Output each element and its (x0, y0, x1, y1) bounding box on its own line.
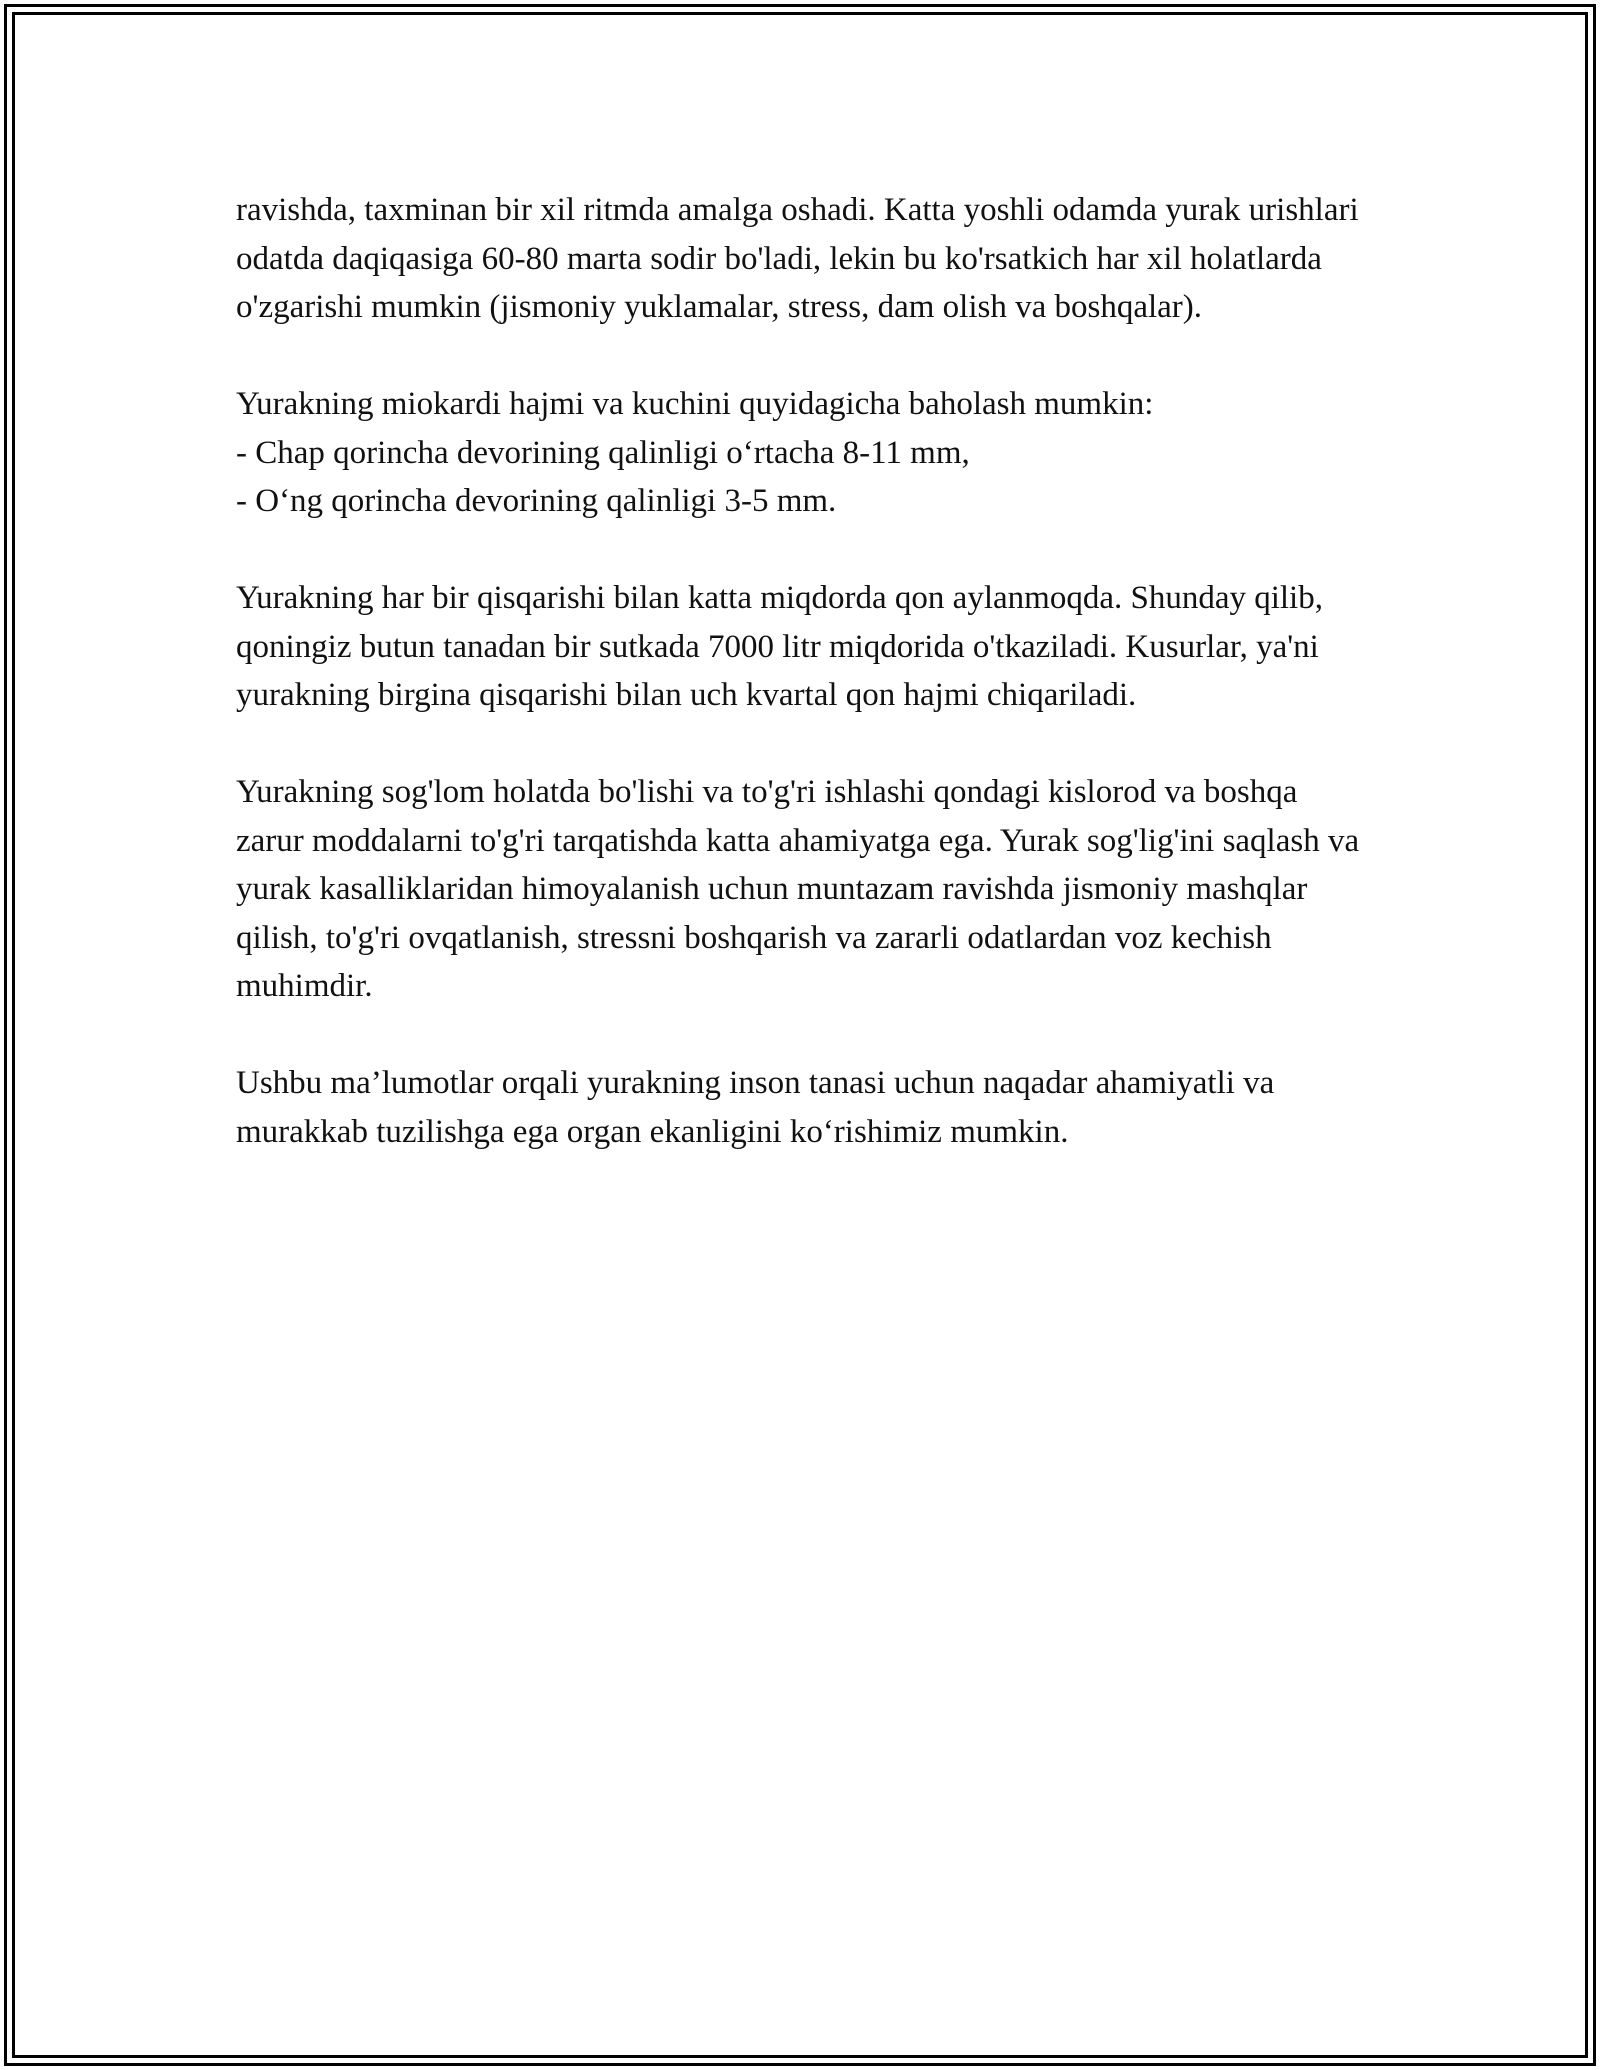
paragraph-heart-health: Yurakning sog'lom holatda bo'lishi va to'g'ri ishlashi qondagi kislorod va boshqa zarur moddalarni to'g'ri tarqatishda katta ahamiyatga ega. Yurak sog'lig'ini saqlash va yurak kasalliklaridan himoyalanish uchun muntazam ravishda jismoniy mashqlar qilish, to'g'ri ovqatlanish, stressni boshqarish va zararli odatlardan voz kechish muhimdir. (236, 774, 1360, 1004)
document-body (236, 186, 1366, 1205)
paragraph-blood-volume: Yurakning har bir qisqarishi bilan katta miqdorda qon aylanmoqda. Shunday qilib, qoningiz butun tanadan bir sutkada 7000 litr miqdorida o'tkaziladi. Kusurlar, ya'ni yurakning birgina qisqarishi bilan uch kvartal qon hajmi chiqariladi. (236, 580, 1323, 713)
paragraph-heart-rate: ravishda, taxminan bir xil ritmda amalga oshadi. Katta yoshli odamda yurak urishlari odatda daqiqasiga 60-80 marta sodir bo'ladi, lekin bu ko'rsatkich har xil holatlarda o'zgarishi mumkin (jismoniy yuklamalar, stress, dam olish va boshqalar). (236, 192, 1359, 325)
paragraph-conclusion: Ushbu ma’lumotlar orqali yurakning inson tanasi uchun naqadar ahamiyatli va murakkab tuzilishga ega organ ekanligini ko‘rishimiz mumkin. (236, 1065, 1275, 1150)
paragraph-myocardium: Yurakning miokardi hajmi va kuchini quyidagicha baholash mumkin: - Chap qorincha devorining qalinligi o‘rtacha 8-11 mm, - O‘ng qorincha devorining qalinligi 3-5 mm. (236, 386, 1154, 519)
